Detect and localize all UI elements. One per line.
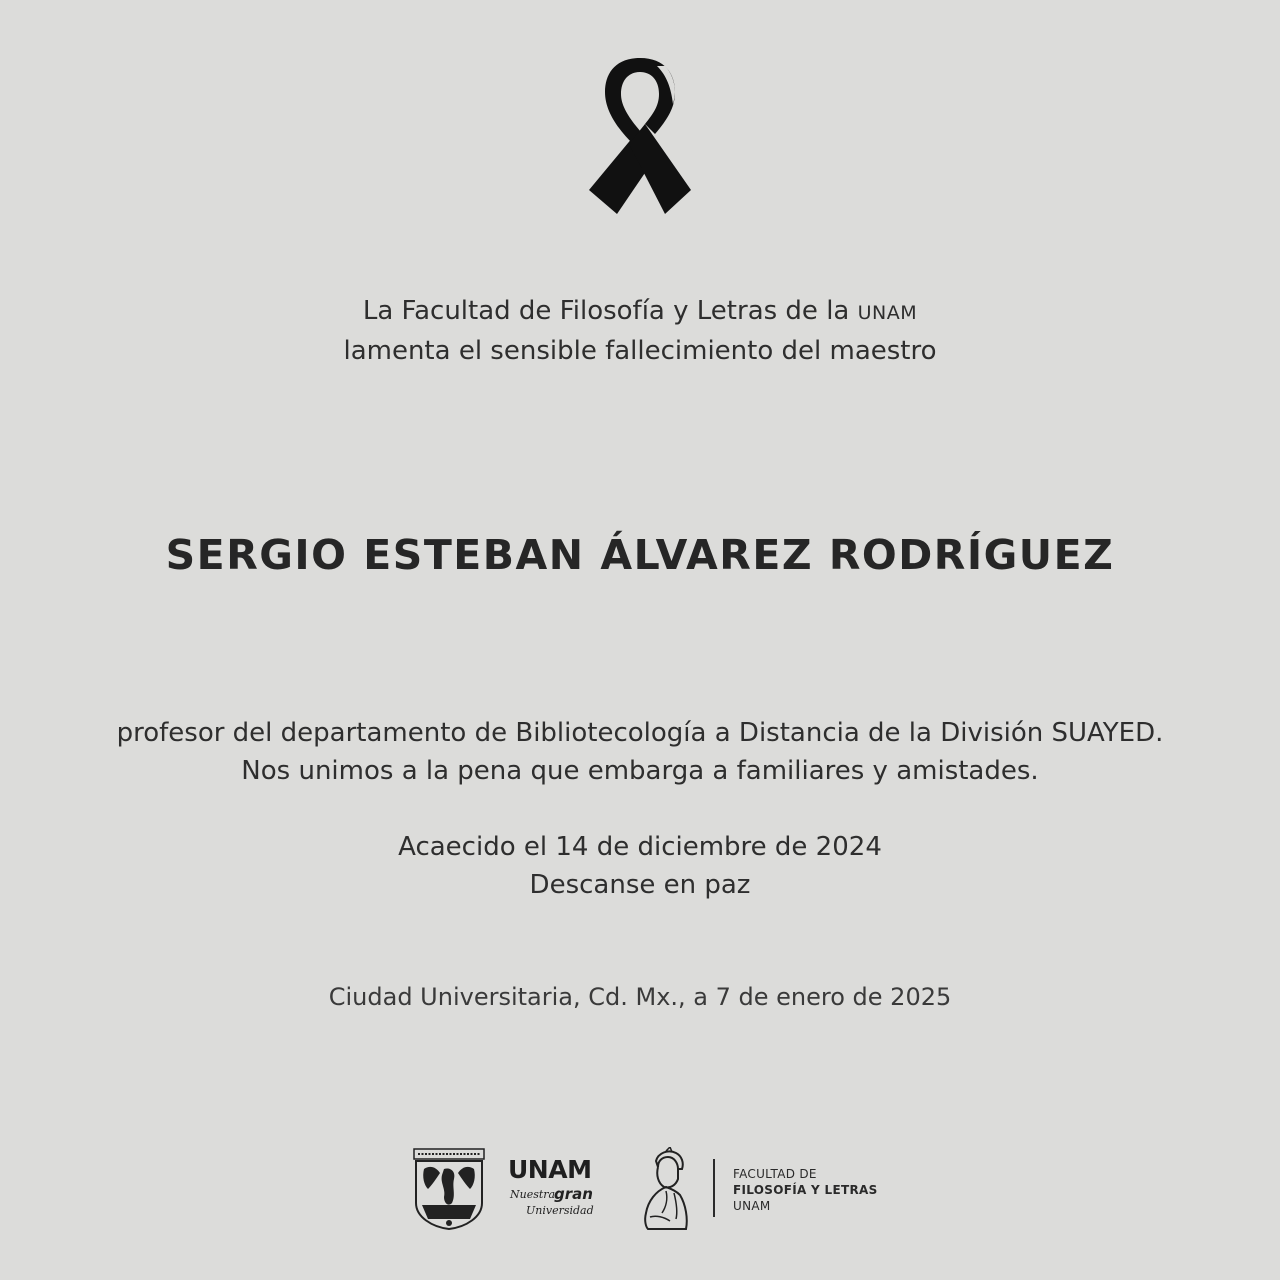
dates <box>0 828 1280 904</box>
ffyl-logo-text <box>733 1166 878 1214</box>
svg-text:gran: gran <box>554 1185 593 1203</box>
unam-slogan-graphic <box>508 1185 603 1219</box>
unam-coat-of-arms-icon <box>410 1145 488 1231</box>
deceased-name: SERGIO ESTEBAN ÁLVAREZ RODRÍGUEZ <box>165 531 1115 579</box>
ffyl-line-3: UNAM <box>733 1199 771 1213</box>
mourning-ribbon-icon <box>585 52 695 217</box>
unam-wordmark: UNAM <box>508 1155 592 1184</box>
footer-divider <box>713 1159 715 1217</box>
footer-logos <box>408 1145 878 1235</box>
svg-text:Nuestra: Nuestra <box>510 1188 556 1201</box>
intro-line-2: lamenta el sensible fallecimiento del maestro <box>343 336 937 366</box>
intro-line-1-suffix: UNAM <box>857 302 918 324</box>
svg-text:Universidad: Universidad <box>526 1204 594 1217</box>
unam-logo <box>508 1157 603 1219</box>
ffyl-line-2: FILOSOFÍA Y LETRAS <box>733 1183 878 1197</box>
intro-text <box>0 292 1280 370</box>
description-line-1: profesor del departamento de Bibliotecología a Distancia de la División SUAYED. <box>116 718 1164 748</box>
intro-line-1 <box>0 292 1280 332</box>
minerva-icon <box>636 1147 696 1231</box>
ffyl-line-1: FACULTAD DE <box>733 1167 817 1181</box>
deceased-date: Acaecido el 14 de diciembre de 2024 <box>398 832 882 862</box>
place-date: Ciudad Universitaria, Cd. Mx., a 7 de enero de 2025 <box>328 983 952 1011</box>
description <box>0 714 1280 790</box>
intro-line-1-prefix: La Facultad de Filosofía y Letras de la <box>362 296 850 326</box>
description-line-2: Nos unimos a la pena que embarga a familiares y amistades. <box>241 756 1039 786</box>
rest-in-peace: Descanse en paz <box>529 870 751 900</box>
